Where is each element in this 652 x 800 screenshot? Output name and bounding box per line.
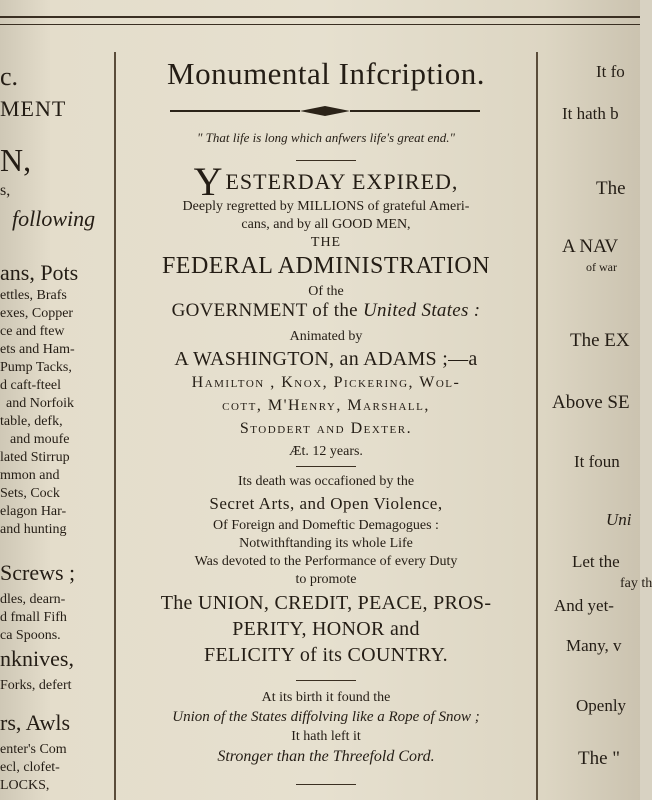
short-rule [296, 680, 356, 681]
article-line: Deeply regretted by MILLIONS of grateful Ameri- [182, 199, 470, 214]
article-line: FEDERAL ADMINISTRATION [161, 253, 491, 279]
monumental-inscription-article [118, 48, 534, 800]
article-line: Animated by [289, 329, 363, 344]
left-fragment-line: LOCKS, [0, 778, 50, 793]
left-fragment-line: N, [0, 142, 32, 178]
left-fragment-line: ce and ftew [0, 324, 65, 339]
article-line [118, 300, 534, 322]
left-fragment-line: elagon Har- [0, 504, 67, 519]
right-column-fragment [540, 40, 652, 800]
left-fragment-line: following [12, 206, 96, 231]
article-line: It hath left it [291, 729, 361, 744]
article-line: Æt. 12 years. [289, 444, 363, 459]
left-fragment-line: c. [0, 62, 19, 91]
article-line: FELICITY of its COUNTRY. [204, 644, 448, 666]
article-motto: " That life is long which anfwers life's great end." [196, 130, 456, 145]
right-fragment-line: It foun [574, 452, 620, 471]
right-fragment-line: It hath b [562, 104, 619, 123]
left-fragment-line: MENT [0, 96, 67, 121]
right-fragment-line: Let the [572, 552, 620, 571]
left-fragment-line: dles, dearn- [0, 592, 66, 607]
article-line: Secret Arts, and Open Violence, [209, 494, 443, 513]
article-line: Notwithftanding its whole Life [239, 536, 413, 551]
article-line: At its birth it found the [261, 690, 391, 705]
article-line: Union of the States diffolving like a Rope of Snow ; [172, 709, 480, 725]
article-line: Was devoted to the Performance of every Duty [194, 554, 458, 569]
right-fragment-line: A NAV [562, 236, 619, 257]
right-fragment-line: And yet- [554, 596, 614, 615]
right-column-rule [536, 52, 538, 800]
left-column-rule [114, 52, 116, 800]
left-fragment-line: and Norfoik [6, 396, 75, 411]
right-fragment-line: It fo [596, 62, 625, 81]
right-fragment-line: Uni [606, 510, 632, 529]
right-fragment-line: The " [578, 748, 621, 769]
left-fragment-line: ans, Pots [0, 260, 79, 285]
ornamental-rule [170, 104, 480, 118]
gov-text: GOVERNMENT of the [171, 300, 363, 321]
left-fragment-line: Pump Tacks, [0, 360, 72, 375]
headline-initial: Y [193, 159, 224, 204]
left-fragment-line: Screws ; [0, 560, 76, 585]
left-fragment-line: and moufe [10, 432, 70, 447]
headline [118, 158, 534, 205]
left-fragment-line: rs, Awls [0, 710, 71, 735]
headline-text: ESTERDAY EXPIRED, [225, 169, 459, 194]
article-line: Of Foreign and Domeftic Demagogues : [213, 518, 439, 533]
left-fragment-line: lated Stirrup [0, 450, 70, 465]
left-fragment-line: d caft-fteel [0, 378, 62, 393]
article-title: Monumental Infcription. [167, 56, 485, 91]
right-fragment-line: The EX [570, 330, 630, 351]
gov-text-italic: United States : [362, 300, 481, 321]
article-line: Of the [308, 284, 344, 299]
article-line: The UNION, CREDIT, PEACE, PROS- [160, 592, 492, 614]
left-fragment-line: and hunting [0, 522, 67, 537]
article-line: to promote [295, 572, 357, 587]
left-fragment-line: mmon and [0, 468, 60, 483]
article-line: PERITY, HONOR and [232, 618, 420, 640]
article-line: Stoddert and Dexter. [239, 420, 413, 437]
left-fragment-line: ettles, Brafs [0, 288, 67, 303]
article-line: cans, and by all GOOD MEN, [241, 217, 411, 232]
article-line: A WASHINGTON, an ADAMS ;—a [174, 348, 478, 370]
left-fragment-line: ets and Ham- [0, 342, 75, 357]
right-fragment-line: The [596, 178, 626, 199]
article-line: cott, M'Henry, Marshall, [222, 397, 430, 414]
left-fragment-line: enter's Com [0, 742, 67, 757]
left-fragment-line: ecl, clofet- [0, 760, 60, 775]
left-fragment-line: nknives, [0, 646, 74, 671]
article-line: Hamilton , Knox, Pickering, Wol- [191, 374, 461, 391]
left-fragment-line: d fmall Fifh [0, 610, 67, 625]
left-fragment-line: exes, Copper [0, 306, 74, 321]
left-fragment-line: s, [0, 182, 11, 199]
left-fragment-line: Forks, defert [0, 678, 72, 693]
article-line: Stronger than the Threefold Cord. [217, 748, 435, 765]
short-rule [296, 466, 356, 467]
left-fragment-line: Sets, Cock [0, 486, 60, 501]
right-fragment-line: fay th [620, 576, 652, 591]
left-column-fragment [0, 40, 112, 800]
left-fragment-line: table, defk, [0, 414, 63, 429]
left-fragment-line: ca Spoons. [0, 628, 61, 643]
short-rule [296, 784, 356, 785]
right-fragment-line: of war [586, 260, 617, 274]
article-line: Its death was occafioned by the [237, 474, 415, 489]
right-fragment-line: Above SE [552, 392, 630, 413]
right-fragment-line: Many, v [566, 636, 622, 655]
article-line: THE [310, 235, 342, 250]
top-border-rule [0, 16, 640, 25]
right-fragment-line: Openly [576, 696, 627, 715]
